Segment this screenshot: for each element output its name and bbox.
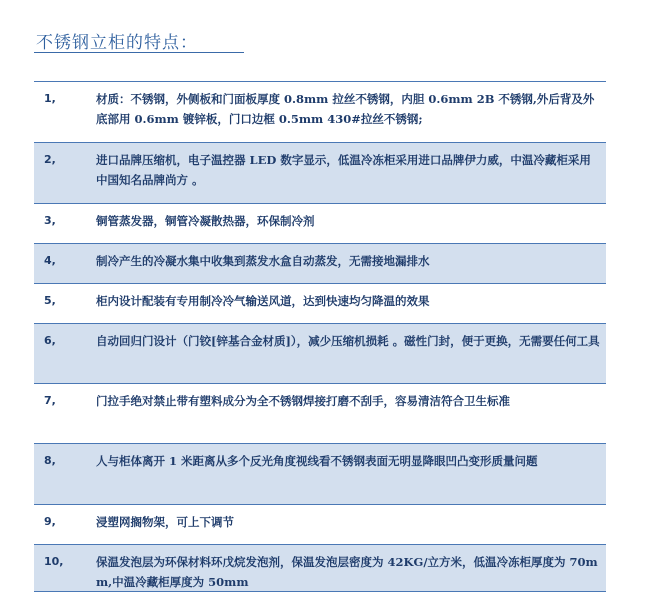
features-table [34,81,606,592]
row-number: 10, [44,555,64,568]
row-number: 2, [44,153,56,166]
table-row [34,545,606,592]
row-text: 柜内设计配装有专用制冷冷气输送风道，达到快速均匀降温的效果 [96,294,430,308]
page-title: 不锈钢立柜的特点： [36,33,198,53]
row-text: 制冷产生的冷凝水集中收集到蒸发水盒自动蒸发，无需接地漏排水 [96,254,430,268]
table-row [34,284,606,324]
table-row [34,82,606,143]
row-text: 门拉手绝对禁止带有塑料成分为全不锈钢焊接打磨不刮手，容易清洁符合卫生标准 [96,394,510,408]
row-text: 进口品牌压缩机，电子温控器 LED 数字显示，低温冷冻柜采用进口品牌伊力威，中温冷藏柜采用中国知名品牌尚方 。 [96,153,591,187]
table-row [34,244,606,284]
row-number: 6, [44,334,56,347]
row-text: 保温发泡层为环保材料环戊烷发泡剂，保温发泡层密度为 42KG/立方米，低温冷冻柜厚度为 70mm,中温冷藏柜厚度为 50mm [96,555,598,589]
row-text: 铜管蒸发器，铜管冷凝散热器，环保制冷剂 [96,214,315,228]
row-number: 8, [44,454,56,467]
row-number: 3, [44,214,56,227]
table-row [34,204,606,244]
table-row [34,444,606,505]
row-number: 7, [44,394,56,407]
row-number: 9, [44,515,56,528]
title-underline [34,52,244,53]
row-text: 浸塑网搁物架，可上下调节 [96,515,234,529]
row-text: 材质：不锈钢，外侧板和门面板厚度 0.8mm 拉丝不锈钢，内胆 0.6mm 2B 不锈钢,外后背及外底部用 0.6mm 镀锌板，门口边框 0.5mm 430#拉丝不锈钢; [96,92,595,126]
row-text: 自动回归门设计（门铰[锌基合金材质]），减少压缩机损耗 。磁性门封，便于更换，无需要任何工具 [96,334,600,348]
table-row [34,324,606,384]
table-row [34,505,606,545]
row-text: 人与柜体离开 1 米距离从多个反光角度视线看不锈钢表面无明显降眼凹凸变形质量问题 [96,454,538,468]
row-number: 1, [44,92,56,105]
table-row [34,143,606,204]
table-row [34,384,606,444]
row-number: 4, [44,254,56,267]
row-number: 5, [44,294,56,307]
